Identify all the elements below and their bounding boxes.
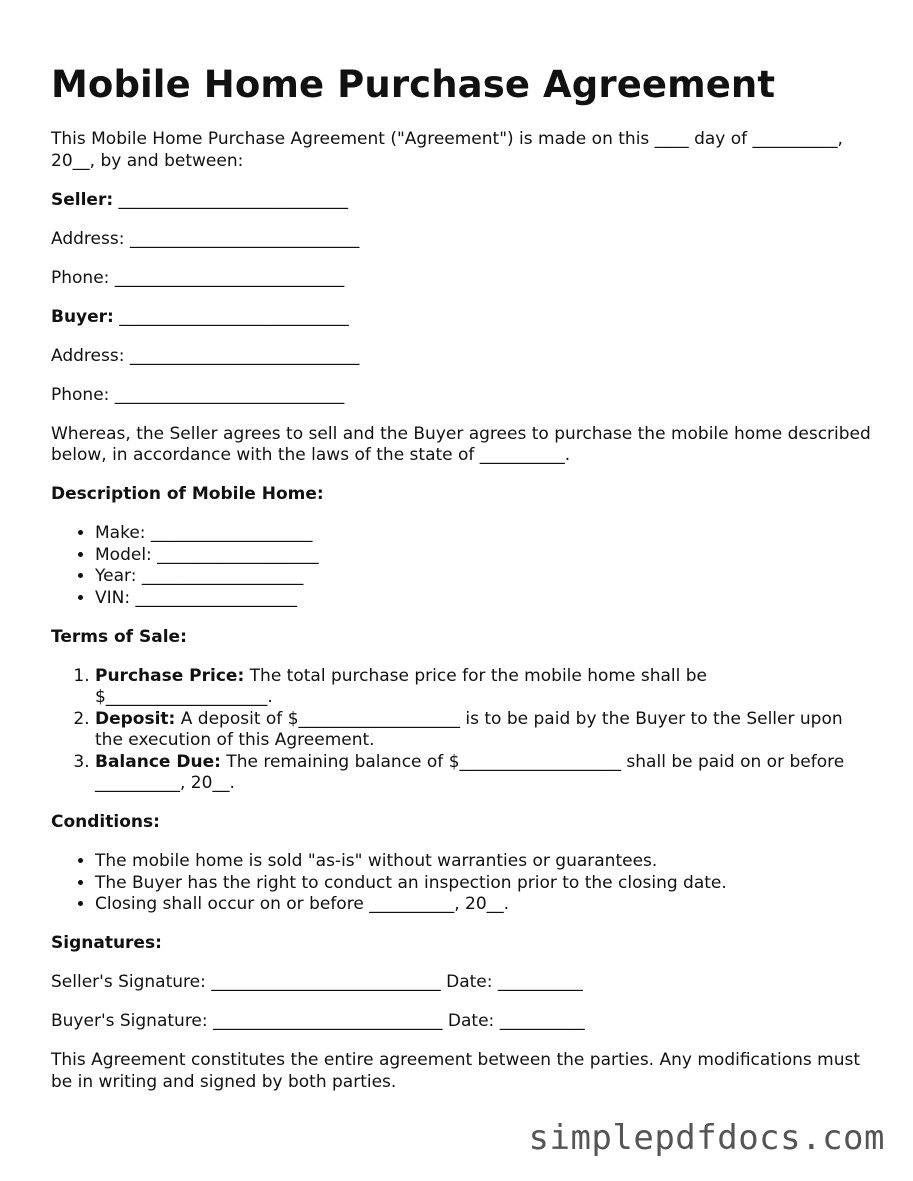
buyer-address: Address: ___________________________ — [51, 345, 360, 366]
terms-item-label: Deposit: — [95, 708, 176, 729]
seller-label: Seller: — [51, 189, 114, 210]
terms-item-text: The remaining balance of $___________________ shall be paid on or before __________, 20__. — [95, 751, 845, 793]
terms-item-label: Purchase Price: — [95, 665, 245, 686]
seller-line — [51, 190, 871, 212]
description-item-model: • Model: ___________________ — [95, 545, 871, 567]
buyer-blank: ___________________________ — [113, 306, 349, 327]
closing-paragraph: This Agreement constitutes the entire agreement between the parties. Any modifications must be in writing and signed by both parties. — [51, 1050, 860, 1092]
seller-address: Address: ___________________________ — [51, 228, 360, 249]
conditions-heading: Conditions: — [51, 812, 160, 832]
conditions-list — [51, 851, 871, 916]
document-page — [51, 62, 871, 1111]
seller-phone: Phone: ___________________________ — [51, 267, 345, 288]
terms-item-deposit — [95, 709, 871, 752]
description-item-make: • Make: ___________________ — [95, 523, 871, 545]
conditions-item: • The mobile home is sold "as-is" without warranties or guarantees. — [95, 851, 871, 873]
seller-signature-line: Seller's Signature: ___________________________ Date: __________ — [51, 972, 583, 992]
description-item-year: • Year: ___________________ — [95, 566, 871, 588]
buyer-label: Buyer: — [51, 306, 114, 327]
terms-item-balance-due — [95, 752, 871, 795]
terms-item-text: A deposit of $___________________ is to be paid by the Buyer to the Seller upon the execution of this Agreement. — [95, 708, 843, 750]
terms-item-text: The total purchase price for the mobile home shall be $___________________. — [95, 665, 707, 707]
conditions-item: • Closing shall occur on or before __________, 20__. — [95, 894, 871, 916]
terms-item-purchase-price — [95, 666, 871, 709]
seller-blank: ___________________________ — [113, 189, 349, 210]
buyer-signature-line: Buyer's Signature: ___________________________ Date: __________ — [51, 1011, 585, 1031]
buyer-line — [51, 307, 871, 329]
intro-paragraph: This Mobile Home Purchase Agreement ("Agreement") is made on this ____ day of __________, 20__, by and between: — [51, 129, 843, 171]
signatures-heading: Signatures: — [51, 933, 162, 953]
description-item-vin: • VIN: ___________________ — [95, 588, 871, 610]
description-heading: Description of Mobile Home: — [51, 484, 324, 504]
watermark-text: simplepdfdocs.com — [528, 1118, 885, 1158]
description-list — [51, 523, 871, 609]
conditions-item: • The Buyer has the right to conduct an inspection prior to the closing date. — [95, 873, 871, 895]
buyer-phone: Phone: ___________________________ — [51, 384, 345, 405]
whereas-paragraph: Whereas, the Seller agrees to sell and the Buyer agrees to purchase the mobile home described below, in accordance with the laws of the state of __________. — [51, 423, 871, 465]
terms-list — [51, 666, 871, 795]
page-title: Mobile Home Purchase Agreement — [51, 63, 776, 106]
terms-heading: Terms of Sale: — [51, 626, 187, 647]
terms-item-label: Balance Due: — [95, 751, 221, 772]
